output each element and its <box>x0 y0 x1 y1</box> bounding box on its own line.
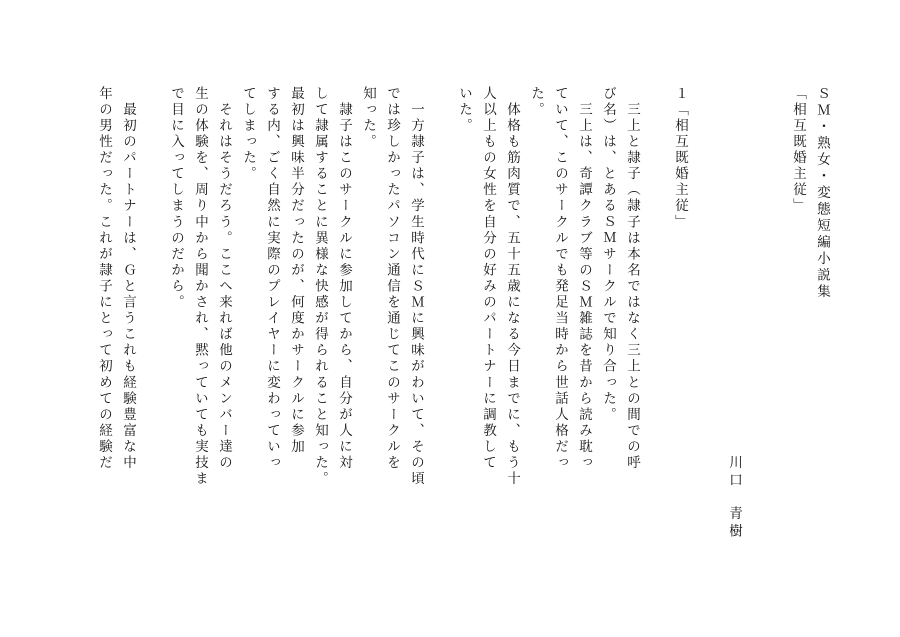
text-column: いた。 <box>456 86 472 135</box>
text-column: では珍しかったパソコン通信を通じてこのサークルを <box>384 86 400 472</box>
text-column: 最初のパートナーは、Ｇと言うこれも経験豊富な中 <box>120 86 136 472</box>
text-column: 一方隷子は、学生時代にＳＭに興味がわいて、その頃 <box>408 86 424 488</box>
story-title: 「相互既婚主従」 <box>790 86 806 215</box>
text-column: 人以上もの女性を自分の好みのパートナーに調教して <box>480 86 496 472</box>
text-column: 三上は、奇譚クラブ等のＳＭ雑誌を昔から読み耽っ <box>576 86 592 472</box>
text-column: 隷子はこのサークルに参加してから、自分が人に対 <box>336 86 352 472</box>
text-column: １「相互既婚主従」 <box>672 86 688 231</box>
text-column: 年の男性だった。これが隷子にとって初めての経験だ <box>96 86 112 472</box>
text-column: た。 <box>528 86 544 119</box>
author-family-name: 川口 <box>726 455 742 490</box>
text-column: 生の体験を、周り中から聞かされ、黙っていても実技ま <box>192 86 208 488</box>
text-column: して隷属することに異様な快感が得られること知った。 <box>312 86 328 488</box>
text-column: び名）は、とあるＳＭサークルで知り合った。 <box>600 86 616 424</box>
text-column: 最初は興味半分だったのが、何度かサークルに参加 <box>288 86 304 456</box>
text-column: 知った。 <box>360 86 376 151</box>
text-column: 三上と隷子（隷子は本名ではなく三上との間での呼 <box>624 86 640 472</box>
text-column: てしまった。 <box>240 86 256 183</box>
text-column: それはそうだろう。ここへ来れば他のメンバー達の <box>216 86 232 472</box>
collection-title: ＳＭ・熟女・変態短編小説集 <box>814 86 830 301</box>
text-column: 体格も筋肉質で、五十五歳になる今日までに、もう十 <box>504 86 520 488</box>
text-column: ていて、このサークルでも発足当時から世話人格だっ <box>552 86 568 472</box>
author-given-name: 青樹 <box>726 506 742 541</box>
text-column: する内、ごく自然に実際のプレイヤーに変わっていっ <box>264 86 280 472</box>
text-column: で目に入ってしまうのだから。 <box>168 86 184 311</box>
